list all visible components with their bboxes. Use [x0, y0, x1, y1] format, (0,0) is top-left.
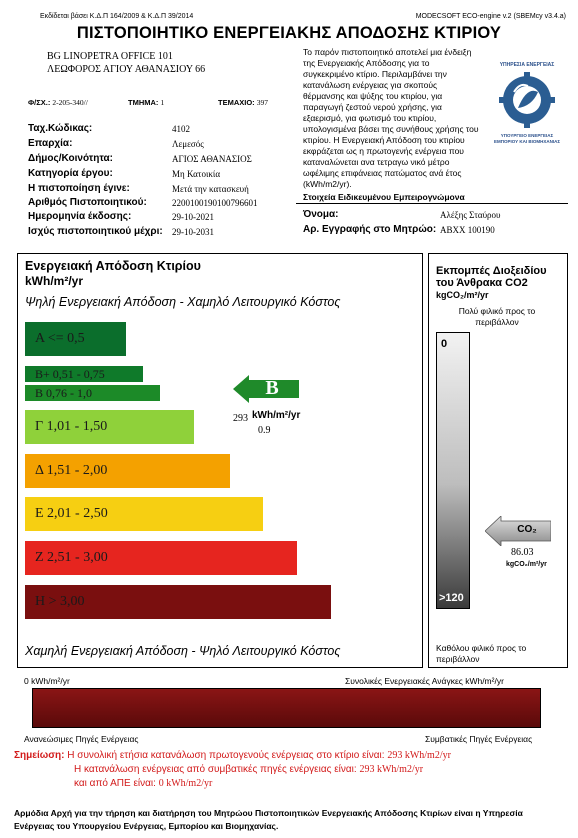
note-3 [74, 778, 212, 789]
note-3-value: 0 kWh/m2/yr [158, 778, 213, 789]
temaxio-value: 397 [256, 98, 269, 107]
certificate-description: Το παρόν πιστοποιητικό αποτελεί μια ένδειξη της Ενεργειακής Απόδοσης για το συγκεκριμένο κτίριο. Περιλαμβάνει την κατανάλωση ενέργειας για σκοπούς θέρμανσης και ψύξης του κτιρίου, για παραγωγή ζεστού νερού χρήσης, για εξαερισμό, για φωτισμό του κτιρίου, υπολογισμένα βάσει της συνήθους χρήσης του κτιρίου. Η Ενεργειακή Απόδοση του κτιρίου εκφράζεται ως η πρωτογενής ενέργεια που καταναλώνεται ανα τετραγω νικό μέτρο ωφέλιμης επιφάνειας πατώματος ανά έτος (kWh/m2/yr). [303, 47, 479, 189]
rating-title: Ενεργειακή Απόδοση Κτιρίου [25, 259, 201, 273]
expert-reg-label: Αρ. Εγγραφής στο Μητρώο: [303, 224, 437, 235]
demand-total-label: Συνολικές Ενεργειακές Ανάγκες kWh/m²/yr [345, 676, 504, 686]
rating-band: Δ 1,51 - 2,00 [25, 454, 230, 488]
detail-row [28, 183, 288, 197]
note-1-value: 293 kWh/m2/yr [387, 750, 451, 761]
expert-name-label: Όνομα: [303, 209, 339, 220]
detail-value: 29-10-2021 [172, 212, 214, 222]
logo-text-ministry [484, 133, 570, 145]
current-rating-value: 293 [233, 413, 248, 424]
detail-value: Λεμεσός [172, 139, 204, 149]
fa-label: Φ/ΣΧ.: [28, 98, 51, 107]
demand-bar-fill [33, 689, 540, 727]
building-name: BG LINOPETRA OFFICE 101 [47, 51, 173, 62]
current-rating-class: B [265, 377, 279, 399]
detail-label: Ταχ.Κώδικας: [28, 123, 93, 134]
demand-right-caption: Συμβατικές Πηγές Ενέργειας [425, 734, 533, 744]
expert-heading: Στοιχεία Ειδικευμένου Εμπειρογνώμονα [303, 192, 465, 202]
expert-name-value: Αλέξης Σταύρου [440, 210, 501, 220]
detail-value: Μετά την κατασκευή [172, 184, 249, 194]
co2-value: 86.03 [511, 547, 534, 558]
demand-bar-frame [32, 688, 541, 728]
detail-row [28, 197, 288, 211]
expert-reg-value: ABXX 100190 [440, 225, 495, 235]
detail-label: Κατηγορία έργου: [28, 168, 113, 179]
note-2-text: Η κατανάλωση ενέργειας από συμβατικές πηγές ενέργειας είναι: [74, 764, 357, 775]
co2-scale-min: 0 [441, 338, 448, 350]
detail-row [28, 123, 288, 137]
detail-value: 29-10-2031 [172, 227, 214, 237]
detail-label: Επαρχία: [28, 138, 73, 149]
detail-value: 2200100190100796601 [172, 198, 258, 208]
rating-band: Ε 2,01 - 2,50 [25, 497, 263, 531]
detail-row [28, 153, 288, 167]
detail-label: Ημερομηνία έκδοσης: [28, 211, 132, 222]
co2-unit: kgCO₂/m²/yr [436, 290, 489, 300]
rating-unit: kWh/m²/yr [25, 274, 84, 288]
co2-title: Εκπομπές Διοξειδίου του Άνθρακα CO2 [436, 265, 547, 289]
rating-low-caption: Χαμηλή Ενεργειακή Απόδοση - Ψηλό Λειτουργικό Κόστος [25, 644, 341, 658]
current-rating-unit: kWh/m²/yr [252, 410, 301, 421]
detail-value: Μη Κατοικία [172, 169, 221, 179]
detail-value: ΑΓΙΟΣ ΑΘΑΝΑΣΙΟΣ [172, 154, 252, 164]
co2-scale-max: >120 [439, 592, 464, 604]
fa-value: 2-205-340// [52, 98, 88, 107]
rating-band: B 0,76 - 1,0 [25, 385, 160, 401]
tmima-field [128, 98, 164, 107]
demand-left-caption: Ανανεώσιμες Πηγές Ενέργειας [24, 734, 139, 744]
detail-label: Η πιστοποίηση έγινε: [28, 183, 130, 194]
notes-block [14, 750, 451, 761]
co2-bottom-caption: Καθόλου φιλικό προς το περιβάλλον [436, 643, 527, 664]
gear-leaf-icon [484, 68, 570, 128]
current-rating-ratio: 0.9 [258, 425, 271, 436]
detail-label: Αριθμός Πιστοποιητικού: [28, 197, 147, 208]
note-2-value: 293 kWh/m2/yr [359, 764, 424, 775]
co2-arrow-label: CO₂ [517, 523, 537, 535]
expert-divider [296, 203, 568, 204]
notes-heading: Σημείωση: [14, 750, 65, 761]
detail-row [28, 226, 288, 240]
tmima-value: 1 [160, 98, 165, 107]
legal-basis: Εκδίδεται βάσει Κ.Δ.Π 164/2009 & Κ.Δ.Π 39/2014 [40, 13, 194, 20]
temaxio-label: ΤΕΜΑΧΙΟ: [218, 98, 255, 107]
rating-band: B+ 0,51 - 0,75 [25, 366, 143, 382]
software-version: MODECSOFT ECO-engine v.2 (SBEMcy v3.4.a) [415, 13, 566, 20]
rating-band: Γ 1,01 - 1,50 [25, 410, 194, 444]
co2-arrow [485, 516, 551, 546]
logo-line-3: ΕΜΠΟΡΙΟΥ ΚΑΙ ΒΙΟΜΗΧΑΝΙΑΣ [493, 139, 561, 144]
authority-note: Αρμόδια Αρχή για την τήρηση και διατήρηση του Μητρώου Πιστοποιητικών Ενεργειακής Απόδοσης Κτιρίων είναι η Υπηρεσία Ενέργειας του Υπουργείου Ενέργειας, Εμπορίου και Βιομηχανίας. [14, 808, 523, 831]
rating-high-caption: Ψηλή Ενεργειακή Απόδοση - Χαμηλό Λειτουργικό Κόστος [25, 295, 341, 309]
detail-row [28, 138, 288, 152]
rating-band: Η > 3,00 [25, 585, 331, 619]
fa-field [28, 98, 88, 107]
rating-band: A <= 0,5 [25, 322, 126, 356]
detail-row [28, 211, 288, 225]
detail-label: Δήμος/Κοινότητα: [28, 153, 114, 164]
co2-value-unit: kgCO₂/m²/yr [506, 561, 547, 568]
energy-service-logo [484, 62, 570, 162]
logo-text-top: ΥΠΗΡΕΣΙΑ ΕΝΕΡΓΕΙΑΣ [499, 62, 555, 68]
tmima-label: ΤΜΗΜΑ: [128, 98, 159, 107]
temaxio-field [218, 98, 268, 107]
demand-zero-label: 0 kWh/m²/yr [24, 676, 70, 686]
note-2 [74, 764, 423, 775]
co2-top-caption: Πολύ φιλικό προς το περιβάλλον [458, 306, 536, 327]
detail-value: 4102 [172, 124, 190, 134]
detail-row [28, 168, 288, 182]
page-title: ΠΙΣΤΟΠΟΙΗΤΙΚΟ ΕΝΕΡΓΕΙΑΚΗΣ ΑΠΟΔΟΣΗΣ ΚΤΙΡΙΟΥ [76, 24, 502, 42]
note-3-text: και από ΑΠΕ είναι: [74, 778, 156, 789]
detail-label: Ισχύς πιστοποιητικού μέχρι: [28, 226, 163, 237]
note-1-text: Η συνολική ετήσια κατανάλωση πρωτογενούς ενέργειας στο κτίριο είναι: [67, 750, 385, 761]
building-address: ΛΕΩΦΟΡΟΣ ΑΓΙΟΥ ΑΘΑΝΑΣΙΟΥ 66 [47, 64, 206, 75]
current-rating-arrow [233, 375, 299, 403]
rating-band: Ζ 2,51 - 3,00 [25, 541, 297, 575]
co2-scale-bar [436, 332, 470, 609]
logo-line-2: ΥΠΟΥΡΓΕΙΟ ΕΝΕΡΓΕΙΑΣ [500, 133, 554, 138]
